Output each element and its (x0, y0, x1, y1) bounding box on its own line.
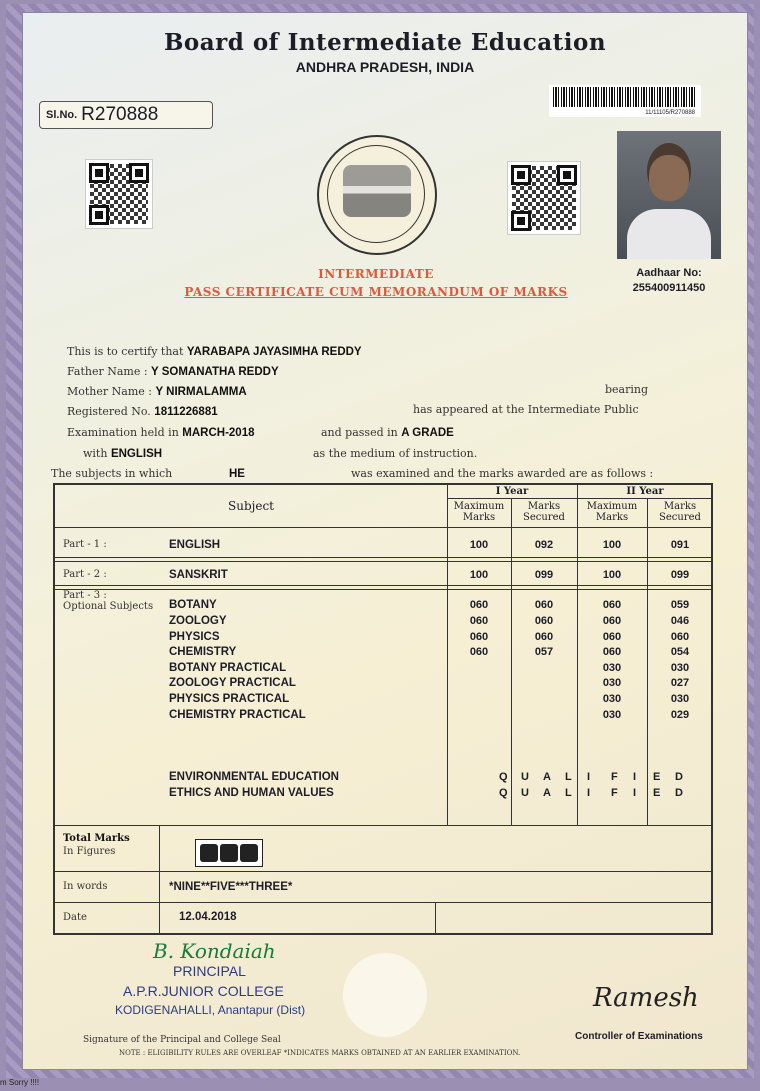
medium-suffix: as the medium of instruction. (313, 447, 478, 460)
marks-table (53, 483, 713, 935)
subject-name: CHEMISTRY (169, 646, 237, 658)
grade: A GRADE (401, 427, 454, 439)
subject-name: ZOOLOGY PRACTICAL (169, 677, 296, 689)
total-marks-label: Total Marks (63, 833, 130, 844)
qualified-letter: A (543, 771, 551, 783)
y2-secured: 060 (670, 631, 690, 643)
y1-max-header: Maximum Marks (453, 501, 505, 523)
qualified-letter: F (611, 771, 618, 783)
mother-name: Y NIRMALAMMA (155, 386, 247, 398)
part3-label: Part - 3 : (63, 590, 107, 601)
principal-stamp-title: PRINCIPAL (173, 963, 246, 979)
qualified-letter: I (633, 771, 637, 783)
signature-label: Signature of the Principal and College Seal (83, 1035, 281, 1045)
y2-secured: 091 (670, 539, 690, 551)
qualified-letter: E (653, 771, 661, 783)
registration-line: Registered No. 1811226881 (67, 405, 218, 418)
aadhaar-label: Aadhaar No: (636, 267, 702, 279)
y2-max: 030 (602, 693, 622, 705)
father-line: Father Name : Y SOMANATHA REDDY (67, 365, 279, 378)
y1-max: 060 (469, 631, 489, 643)
medium-line: with ENGLISH (83, 447, 163, 460)
student-name: YARABAPA JAYASIMHA REDDY (186, 346, 362, 358)
qualified-letter: I (633, 787, 637, 799)
serial-number-box (39, 101, 213, 129)
bearing-text: bearing (605, 383, 649, 396)
college-place: KODIGENAHALLI, Anantapur (Dist) (115, 1003, 306, 1017)
y1-secured-header: Marks Secured (523, 501, 565, 523)
y2-secured: 029 (670, 709, 690, 721)
qualified-letter: Q (499, 787, 508, 799)
y2-secured: 054 (670, 646, 690, 658)
subjects-prefix: The subjects in which (51, 467, 173, 480)
appeared-text: has appeared at the Intermediate Public (413, 403, 639, 416)
qualified-letter: I (587, 787, 591, 799)
qualified-letter: U (521, 787, 529, 799)
y2-secured: 046 (670, 615, 690, 627)
subject-name: CHEMISTRY PRACTICAL (169, 709, 306, 721)
college-name: A.P.R.JUNIOR COLLEGE (123, 983, 284, 999)
principal-signature: B. Kondaiah (153, 939, 276, 963)
date-label: Date (63, 912, 87, 923)
qualified-letter: E (653, 787, 661, 799)
part2-label: Part - 2 : (63, 569, 107, 580)
y1-secured: 092 (534, 539, 554, 551)
certificate-sheet (22, 12, 748, 1070)
y2-max: 030 (602, 677, 622, 689)
y2-max: 030 (602, 709, 622, 721)
mother-line: Mother Name : Y NIRMALAMMA (67, 385, 247, 398)
y2-secured: 030 (670, 662, 690, 674)
father-name: Y SOMANATHA REDDY (151, 366, 279, 378)
board-seal-icon (317, 135, 437, 255)
pronoun: HE (229, 468, 245, 480)
qr-code-left-icon (85, 159, 153, 229)
registration-number: 1811226881 (154, 406, 218, 418)
y2-max: 060 (602, 646, 622, 658)
y2-max: 100 (602, 569, 622, 581)
y2-secured: 027 (670, 677, 690, 689)
y1-secured: 057 (534, 646, 554, 658)
year1-header: I Year (495, 486, 529, 497)
eligibility-note: NOTE : ELIGIBILITY RULES ARE OVERLEAF *INDICATES MARKS OBTAINED AT AN EARLIER EXAMINATION. (119, 1049, 521, 1057)
part1-label: Part - 1 : (63, 539, 107, 550)
barcode-text: 11/11105/R270888 (645, 110, 695, 116)
date-value: 12.04.2018 (179, 911, 237, 923)
y2-secured-header: Marks Secured (659, 501, 701, 523)
qualified-subject: ETHICS AND HUMAN VALUES (169, 787, 334, 799)
qualified-letter: L (565, 771, 572, 783)
qualified-letter: A (543, 787, 551, 799)
subject-name: ZOOLOGY (169, 615, 227, 627)
barcode (549, 85, 701, 117)
y2-secured: 030 (670, 693, 690, 705)
y2-max: 030 (602, 662, 622, 674)
subject-name: BOTANY PRACTICAL (169, 662, 287, 674)
y1-secured: 060 (534, 615, 554, 627)
subjects-suffix: was examined and the marks awarded are as follows : (351, 467, 654, 480)
exam-line: Examination held in MARCH-2018 (67, 426, 255, 439)
in-words-label: In words (63, 881, 108, 892)
intermediate-heading: INTERMEDIATE (318, 267, 434, 281)
y1-secured: 099 (534, 569, 554, 581)
qualified-subject: ENVIRONMENTAL EDUCATION (169, 771, 339, 783)
certify-line-1: This is to certify that YARABAPA JAYASIMHA REDDY (67, 345, 362, 358)
serial-label: Sl.No. (46, 109, 78, 121)
certificate-title: PASS CERTIFICATE CUM MEMORANDUM OF MARKS (184, 285, 568, 299)
qr-code-right-icon (507, 161, 581, 235)
qualified-letter: I (587, 771, 591, 783)
y1-secured: 060 (534, 631, 554, 643)
y1-max: 060 (469, 646, 489, 658)
y1-max: 100 (469, 539, 489, 551)
qualified-letter: U (521, 771, 529, 783)
controller-title: Controller of Examinations (575, 1031, 703, 1042)
qualified-letter: D (675, 771, 683, 783)
subject-name: ENGLISH (169, 539, 221, 551)
subject-name: BOTANY (169, 599, 217, 611)
medium: ENGLISH (110, 448, 163, 460)
y2-secured: 099 (670, 569, 690, 581)
in-figures-label: In Figures (63, 846, 116, 857)
barcode-bars (553, 87, 697, 107)
grade-line: and passed in A GRADE (321, 426, 454, 439)
y2-max: 060 (602, 631, 622, 643)
qualified-letter: F (611, 787, 618, 799)
in-words-value: *NINE**FIVE***THREE* (169, 881, 293, 893)
subject-name: PHYSICS PRACTICAL (169, 693, 290, 705)
optional-label: Optional Subjects (63, 601, 154, 612)
student-photo (617, 131, 721, 259)
year2-header: II Year (626, 486, 664, 497)
exam-date: MARCH-2018 (182, 427, 255, 439)
y2-max: 100 (602, 539, 622, 551)
aadhaar-value: 255400911450 (632, 282, 706, 294)
subject-header: Subject (228, 499, 274, 513)
y2-secured: 059 (670, 599, 690, 611)
hologram-icon (343, 953, 427, 1037)
y2-max-header: Maximum Marks (586, 501, 638, 523)
y1-max: 060 (469, 599, 489, 611)
board-title: Board of Intermediate Education (163, 29, 607, 56)
y1-max: 100 (469, 569, 489, 581)
board-state: ANDHRA PRADESH, INDIA (295, 59, 475, 75)
qualified-letter: L (565, 787, 572, 799)
qualified-letter: D (675, 787, 683, 799)
controller-signature: Ramesh (593, 983, 699, 1013)
y2-max: 060 (602, 599, 622, 611)
y2-max: 060 (602, 615, 622, 627)
serial-value: R270888 (81, 104, 159, 125)
total-marks-figure-icon (195, 839, 263, 867)
y1-max: 060 (469, 615, 489, 627)
subject-name: SANSKRIT (169, 569, 228, 581)
subject-name: PHYSICS (169, 631, 220, 643)
qualified-letter: Q (499, 771, 508, 783)
bottom-text: m Sorry !!!! (0, 1078, 40, 1087)
y1-secured: 060 (534, 599, 554, 611)
